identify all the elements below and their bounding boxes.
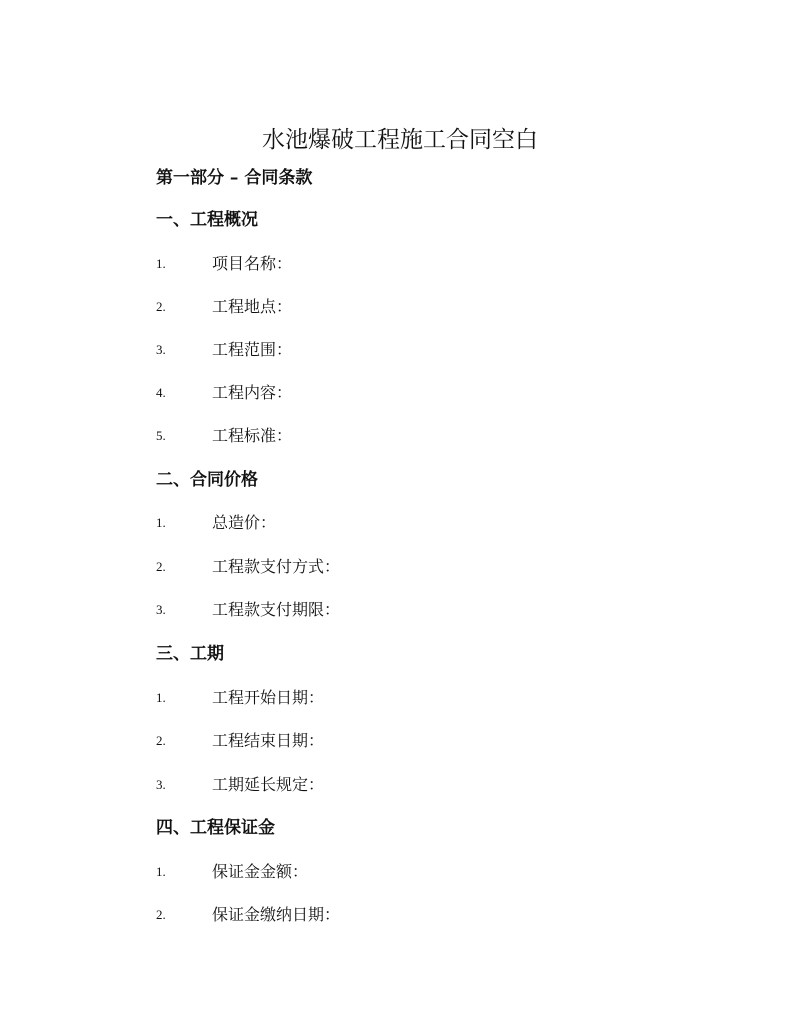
list-item-number: 3.	[156, 342, 166, 357]
list-item-number: 1.	[156, 256, 166, 271]
list-item-label: 工程标准：	[212, 426, 293, 445]
list-item-label: 保证金缴纳日期：	[212, 905, 341, 924]
list-item-label: 总造价：	[212, 513, 277, 532]
list-item-label: 工程开始日期：	[212, 688, 325, 707]
list-item-label: 保证金金额：	[212, 862, 309, 881]
list-item-number: 2.	[156, 299, 166, 314]
list-item-label: 工程结束日期：	[212, 731, 325, 750]
list-item-label: 工程内容：	[212, 383, 293, 402]
section-heading-schedule: 三、工期	[156, 644, 224, 664]
list-item-number: 3.	[156, 602, 166, 617]
list-item-number: 1.	[156, 864, 166, 879]
list-item-label: 项目名称：	[212, 254, 293, 273]
part-title: 第一部分 – 合同条款	[156, 168, 313, 188]
list-item-label: 工程款支付方式：	[212, 557, 341, 576]
list-item-number: 5.	[156, 428, 166, 443]
list-item-label: 工程地点：	[212, 297, 293, 316]
list-item-number: 2.	[156, 907, 166, 922]
list-item-label: 工程款支付期限：	[212, 600, 341, 619]
list-item-number: 1.	[156, 690, 166, 705]
document-title: 水池爆破工程施工合同空白	[262, 127, 538, 153]
list-item-number: 1.	[156, 515, 166, 530]
section-heading-overview: 一、工程概况	[156, 210, 258, 230]
list-item-number: 2.	[156, 733, 166, 748]
list-item-number: 3.	[156, 777, 166, 792]
list-item-label: 工程范围：	[212, 340, 293, 359]
section-heading-contract-price: 二、合同价格	[156, 470, 258, 490]
list-item-number: 2.	[156, 559, 166, 574]
section-heading-guarantee-deposit: 四、工程保证金	[156, 818, 275, 838]
list-item-number: 4.	[156, 385, 166, 400]
list-item-label: 工期延长规定：	[212, 775, 325, 794]
